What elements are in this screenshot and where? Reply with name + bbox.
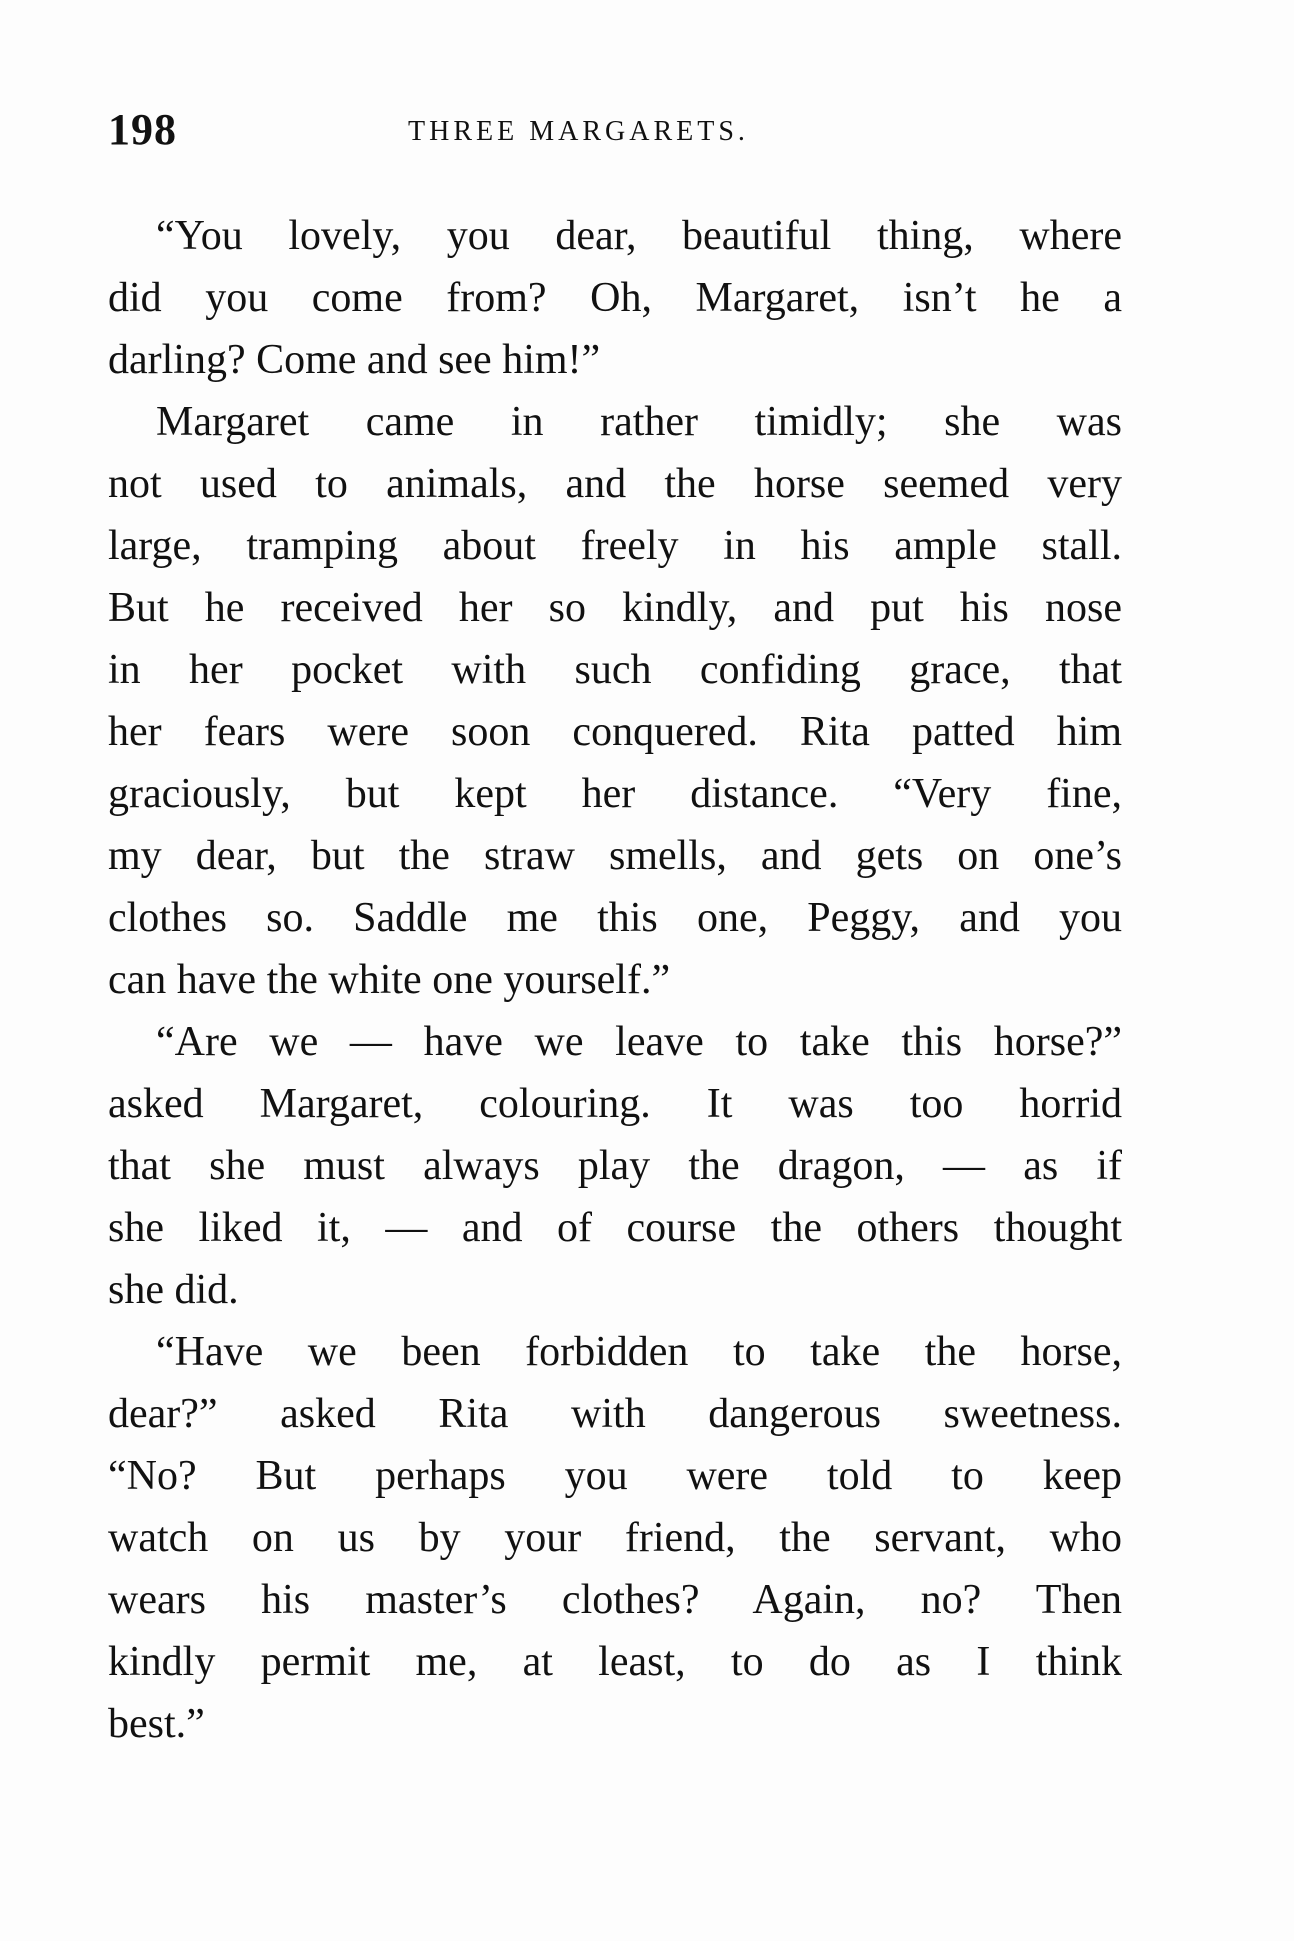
text-line: did you come from? Oh, Margaret, isn’t he a (108, 275, 1122, 321)
text-line: can have the white one yourself.” (108, 957, 671, 1003)
text-line: in her pocket with such confiding grace, that (108, 647, 1122, 693)
text-line: she did. (108, 1267, 239, 1313)
text-line: large, tramping about freely in his ample stall. (108, 523, 1122, 569)
text-line: “You lovely, you dear, beautiful thing, where (156, 213, 1122, 259)
body-text (108, 205, 1122, 1755)
text-line: she liked it, — and of course the others thought (108, 1205, 1122, 1251)
text-line: asked Margaret, colouring. It was too horrid (108, 1081, 1122, 1127)
text-line: dear?” asked Rita with dangerous sweetness. (108, 1391, 1122, 1437)
running-title: THREE MARGARETS. (408, 116, 749, 147)
text-line: watch on us by your friend, the servant, who (108, 1515, 1122, 1561)
text-line: my dear, but the straw smells, and gets on one’s (108, 833, 1122, 879)
text-line: best.” (108, 1701, 205, 1747)
text-line: kindly permit me, at least, to do as I think (108, 1639, 1122, 1685)
running-head (108, 104, 1122, 160)
text-line: But he received her so kindly, and put his nose (108, 585, 1122, 631)
text-line: graciously, but kept her distance. “Very fine, (108, 771, 1122, 817)
text-line: clothes so. Saddle me this one, Peggy, and you (108, 895, 1122, 941)
page-number: 198 (108, 105, 177, 154)
text-line: wears his master’s clothes? Again, no? Then (108, 1577, 1122, 1623)
text-line: Margaret came in rather timidly; she was (156, 399, 1122, 445)
text-line: “No? But perhaps you were told to keep (108, 1453, 1122, 1499)
text-line: her fears were soon conquered. Rita patted him (108, 709, 1122, 755)
text-line: “Have we been forbidden to take the horse, (156, 1329, 1122, 1375)
text-line: not used to animals, and the horse seemed very (108, 461, 1122, 507)
text-line: “Are we — have we leave to take this horse?” (156, 1019, 1122, 1065)
text-line: darling? Come and see him!” (108, 337, 601, 383)
text-line: that she must always play the dragon, — as if (108, 1143, 1122, 1189)
